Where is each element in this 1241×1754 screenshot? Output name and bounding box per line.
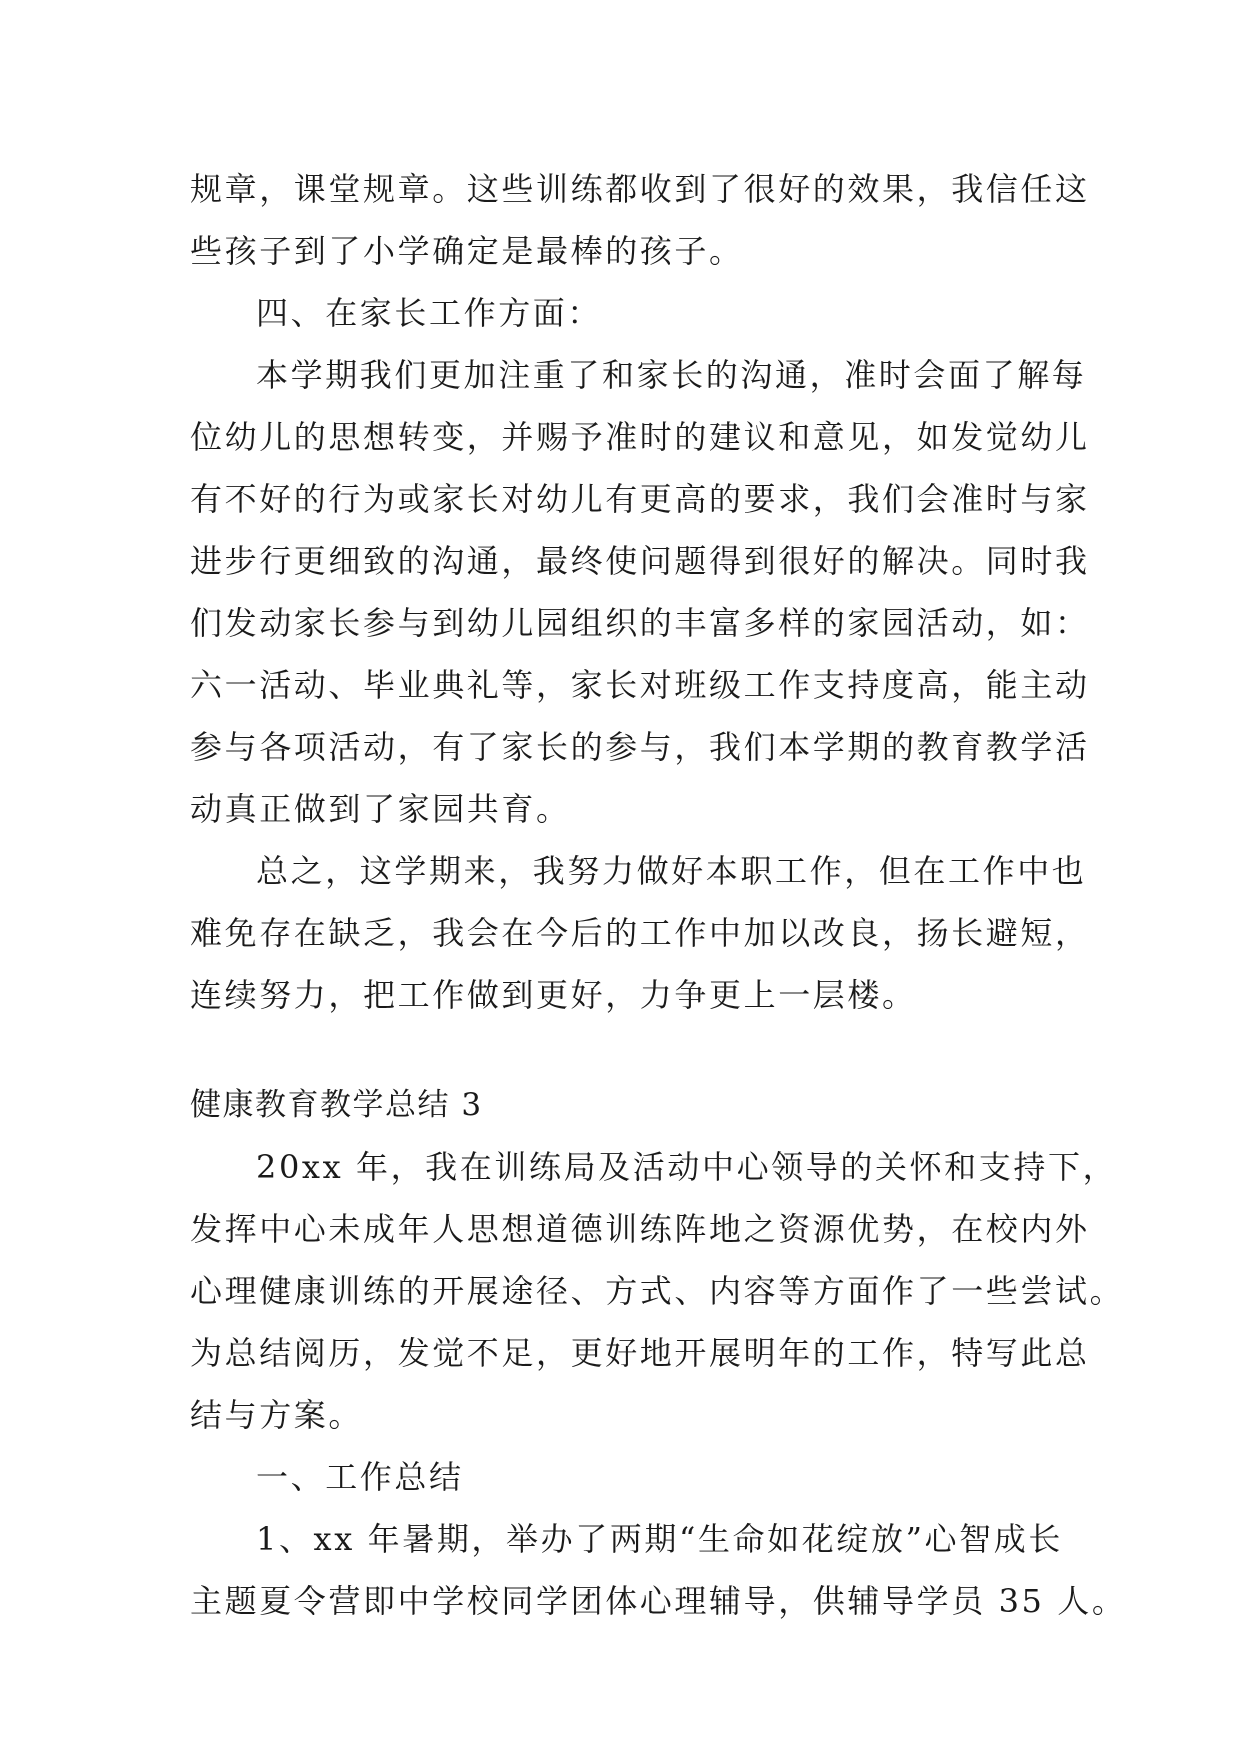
text-line: 进步行更细致的沟通，最终使问题得到很好的解决。同时我 bbox=[190, 542, 1090, 580]
section-title: 健康教育教学总结 3 bbox=[190, 1087, 483, 1123]
text-line: 参与各项活动，有了家长的参与，我们本学期的教育教学活 bbox=[190, 728, 1090, 766]
text-line: 主题夏令营即中学校同学团体心理辅导，供辅导学员 35 人。 bbox=[190, 1582, 1127, 1620]
section-subheading: 四、在家长工作方面： bbox=[256, 294, 603, 332]
text-line: 六一活动、毕业典礼等，家长对班级工作支持度高，能主动 bbox=[190, 666, 1090, 704]
document-page bbox=[190, 158, 1127, 1632]
text-line: 本学期我们更加注重了和家长的沟通，准时会面了解每 bbox=[256, 356, 1087, 394]
text-line: 有不好的行为或家长对幼儿有更高的要求，我们会准时与家 bbox=[190, 480, 1090, 518]
text-line: 心理健康训练的开展途径、方式、内容等方面作了一些尝试。 bbox=[190, 1272, 1125, 1310]
text-line: 些孩子到了小学确定是最棒的孩子。 bbox=[190, 232, 744, 270]
text-line: 结与方案。 bbox=[190, 1396, 364, 1434]
text-line: 规章，课堂规章。这些训练都收到了很好的效果，我信任这 bbox=[190, 170, 1090, 208]
text-line: 们发动家长参与到幼儿园组织的丰富多样的家园活动，如： bbox=[190, 604, 1090, 642]
text-line: 难免存在缺乏，我会在今后的工作中加以改良，扬长避短， bbox=[190, 914, 1090, 952]
section-gap bbox=[190, 1026, 1090, 1074]
text-line: 1、xx 年暑期，举办了两期“生命如花绽放”心智成长 bbox=[256, 1520, 1063, 1558]
text-line: 连续努力，把工作做到更好，力争更上一层楼。 bbox=[190, 976, 917, 1014]
text-line: 发挥中心未成年人思想道德训练阵地之资源优势，在校内外 bbox=[190, 1210, 1090, 1248]
text-line: 20xx 年，我在训练局及活动中心领导的关怀和支持下， bbox=[256, 1148, 1118, 1186]
text-line: 位幼儿的思想转变，并赐予准时的建议和意见，如发觉幼儿 bbox=[190, 418, 1090, 456]
section-subheading: 一、工作总结 bbox=[256, 1458, 464, 1496]
text-line: 动真正做到了家园共育。 bbox=[190, 790, 571, 828]
text-line: 为总结阅历，发觉不足，更好地开展明年的工作，特写此总 bbox=[190, 1334, 1090, 1372]
text-line: 总之，这学期来，我努力做好本职工作，但在工作中也 bbox=[256, 852, 1087, 890]
